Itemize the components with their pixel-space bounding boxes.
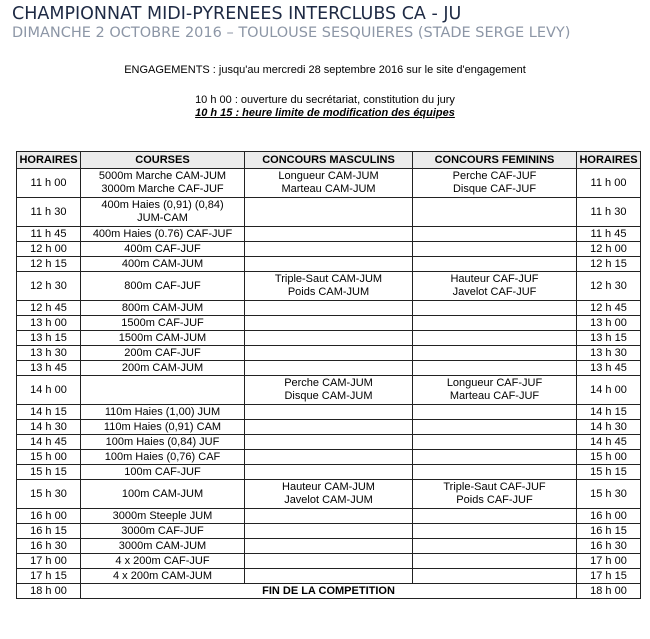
courses-cell [81,376,245,405]
time-cell-right: 16 h 30 [577,539,641,554]
concours-masculins-cell [245,331,413,346]
time-cell-right: 15 h 30 [577,480,641,509]
time-cell-left: 16 h 00 [17,509,81,524]
concours-feminins-cell [413,227,577,242]
table-row [17,301,641,316]
concours-masculins-cell [245,554,413,569]
concours-feminins-cell [413,257,577,272]
courses-cell [81,257,245,272]
final-row [17,584,641,599]
concours-feminins-cell-line: Triple-Saut CAF-JUF [443,481,546,493]
schedule-body [17,169,641,599]
table-row [17,450,641,465]
time-cell-left: 14 h 30 [17,420,81,435]
time-cell-right: 11 h 30 [577,198,641,227]
courses-cell-line: 3000m CAF-JUF [121,524,204,537]
concours-feminins-cell [413,509,577,524]
time-cell-right: 13 h 00 [577,316,641,331]
table-row [17,257,641,272]
concours-masculins-cell [245,272,413,301]
concours-feminins-cell-line: Disque CAF-JUF [452,183,537,195]
concours-feminins-cell [413,480,577,509]
courses-cell-line: 1500m CAF-JUF [121,316,204,329]
courses-cell-line: 400m Haies (0.76) CAF-JUF [92,227,233,240]
time-cell-left: 11 h 30 [17,198,81,227]
concours-masculins-cell [245,509,413,524]
courses-cell [81,169,245,198]
courses-cell [81,435,245,450]
time-cell-right: 14 h 45 [577,435,641,450]
courses-cell-line: JUM-CAM [137,212,188,224]
courses-cell-line: 3000m Steeple JUM [112,509,213,522]
concours-feminins-cell-line: Marteau CAF-JUF [449,390,540,402]
time-cell-right: 14 h 00 [577,376,641,405]
time-cell-left: 17 h 00 [17,554,81,569]
concours-feminins-cell-line: Poids CAF-JUF [456,494,533,506]
time-cell-left: 14 h 15 [17,405,81,420]
courses-cell-line: 400m CAM-JUM [121,257,204,270]
time-cell-left: 11 h 45 [17,227,81,242]
time-cell-left: 13 h 15 [17,331,81,346]
time-cell-right: 13 h 45 [577,361,641,376]
concours-masculins-cell [245,257,413,272]
courses-cell-line: 3000m CAM-JUM [118,539,207,552]
courses-cell [81,509,245,524]
concours-feminins-cell [413,376,577,405]
table-row [17,465,641,480]
concours-feminins-cell [413,242,577,257]
courses-cell-line: 100m CAM-JUM [121,487,204,500]
concours-feminins-cell [413,524,577,539]
concours-masculins-cell [245,169,413,198]
time-cell-right: 16 h 15 [577,524,641,539]
table-row [17,227,641,242]
courses-cell-line: 100m CAF-JUF [124,465,201,478]
concours-masculins-cell-line: Javelot CAM-JUM [284,494,373,506]
time-cell-right: 11 h 45 [577,227,641,242]
table-row [17,539,641,554]
concours-masculins-cell [245,539,413,554]
time-cell-right: 12 h 45 [577,301,641,316]
table-row [17,242,641,257]
table-row [17,554,641,569]
courses-cell [81,539,245,554]
time-cell-right: 13 h 30 [577,346,641,361]
concours-feminins-cell-line: Perche CAF-JUF [452,170,537,182]
concours-feminins-cell [413,361,577,376]
table-header-row [17,152,641,169]
concours-feminins-cell [413,331,577,346]
final-label: FIN DE LA COMPETITION [81,584,577,599]
courses-cell [81,405,245,420]
table-row [17,524,641,539]
header-concours-masculins: CONCOURS MASCULINS [245,152,413,169]
header-concours-feminins: CONCOURS FEMININS [413,152,577,169]
courses-cell-line: 100m Haies (0,76) CAF [104,450,221,463]
concours-masculins-cell-line: Marteau CAM-JUM [281,183,376,195]
courses-cell-line: 3000m Marche CAF-JUF [101,183,224,195]
time-cell-left: 12 h 30 [17,272,81,301]
concours-masculins-cell-line: Disque CAM-JUM [284,390,373,402]
courses-cell-line: 4 x 200m CAM-JUM [112,569,213,582]
concours-feminins-cell [413,301,577,316]
courses-cell [81,569,245,584]
time-cell-left: 15 h 15 [17,465,81,480]
courses-cell [81,524,245,539]
table-row [17,169,641,198]
concours-feminins-cell-line: Longueur CAF-JUF [446,377,543,389]
concours-masculins-cell-line: Poids CAM-JUM [287,286,370,298]
courses-cell [81,450,245,465]
time-cell-left: 13 h 00 [17,316,81,331]
concours-feminins-cell [413,272,577,301]
time-cell-left: 14 h 45 [17,435,81,450]
concours-masculins-cell-line: Longueur CAM-JUM [278,170,379,182]
courses-cell-line: 110m Haies (0,91) CAM [103,420,222,433]
time-cell-right: 13 h 15 [577,331,641,346]
courses-cell [81,480,245,509]
courses-cell [81,242,245,257]
courses-cell [81,272,245,301]
concours-masculins-cell [245,405,413,420]
opening-note: 10 h 00 : ouverture du secrétariat, constitution du jury [195,94,455,106]
document-title: CHAMPIONNAT MIDI-PYRENEES INTERCLUBS CA - JU [12,4,462,24]
time-cell-right: 12 h 15 [577,257,641,272]
concours-masculins-cell [245,198,413,227]
time-cell-right: 15 h 15 [577,465,641,480]
concours-masculins-cell [245,227,413,242]
concours-masculins-cell [245,569,413,584]
document-subtitle: DIMANCHE 2 OCTOBRE 2016 – TOULOUSE SESQUIERES (STADE SERGE LEVY) [12,25,571,41]
courses-cell [81,227,245,242]
header-horaires-right: HORAIRES [577,152,641,169]
concours-feminins-cell [413,405,577,420]
courses-cell [81,554,245,569]
courses-cell [81,346,245,361]
concours-masculins-cell-line: Triple-Saut CAM-JUM [274,273,383,285]
courses-cell-line: 100m Haies (0,84) JUF [105,435,220,448]
concours-masculins-cell [245,420,413,435]
concours-masculins-cell [245,242,413,257]
concours-masculins-cell [245,435,413,450]
courses-cell-line: 800m CAF-JUF [124,279,201,292]
concours-feminins-cell [413,316,577,331]
table-row [17,376,641,405]
time-cell-left: 16 h 30 [17,539,81,554]
courses-cell-line: 200m CAF-JUF [124,346,201,359]
courses-cell-line: 110m Haies (1,00) JUM [104,405,221,418]
concours-feminins-cell [413,450,577,465]
courses-cell [81,198,245,227]
courses-cell-line: 200m CAM-JUM [121,361,204,374]
concours-masculins-cell [245,346,413,361]
engagements-note: ENGAGEMENTS : jusqu'au mercredi 28 septembre 2016 sur le site d'engagement [124,64,526,76]
concours-masculins-cell [245,480,413,509]
concours-masculins-cell [245,316,413,331]
table-row [17,272,641,301]
final-time-right: 18 h 00 [577,584,641,599]
concours-feminins-cell [413,569,577,584]
courses-cell-line: 4 x 200m CAF-JUF [115,554,210,567]
courses-cell-line: 5000m Marche CAM-JUM [98,170,227,182]
time-cell-left: 12 h 00 [17,242,81,257]
table-row [17,509,641,524]
time-cell-left: 11 h 00 [17,169,81,198]
concours-feminins-cell [413,539,577,554]
time-cell-left: 13 h 30 [17,346,81,361]
time-cell-left: 15 h 30 [17,480,81,509]
concours-feminins-cell-line: Hauteur CAF-JUF [450,273,539,285]
table-row [17,569,641,584]
table-row [17,435,641,450]
courses-cell-line: 1500m CAM-JUM [118,331,207,344]
time-cell-left: 15 h 00 [17,450,81,465]
concours-masculins-cell-line: Perche CAM-JUM [284,377,373,389]
concours-feminins-cell [413,554,577,569]
time-cell-right: 12 h 30 [577,272,641,301]
table-row [17,331,641,346]
concours-masculins-cell [245,524,413,539]
schedule-table [16,151,641,599]
concours-masculins-cell [245,376,413,405]
courses-cell [81,301,245,316]
table-row [17,420,641,435]
concours-masculins-cell [245,361,413,376]
courses-cell-line: 400m Haies (0,91) (0,84) [101,199,224,211]
concours-feminins-cell [413,435,577,450]
header-courses: COURSES [81,152,245,169]
table-row [17,198,641,227]
courses-cell-line: 800m CAM-JUM [121,301,204,314]
courses-cell [81,420,245,435]
courses-cell [81,361,245,376]
concours-masculins-cell-line: Hauteur CAM-JUM [282,481,375,493]
courses-cell [81,331,245,346]
deadline-note: 10 h 15 : heure limite de modification des équipes [195,107,455,119]
concours-feminins-cell [413,169,577,198]
table-row [17,361,641,376]
time-cell-right: 11 h 00 [577,169,641,198]
courses-cell-line: 400m CAF-JUF [124,242,201,255]
concours-masculins-cell [245,301,413,316]
time-cell-right: 15 h 00 [577,450,641,465]
final-time-left: 18 h 00 [17,584,81,599]
time-cell-right: 16 h 00 [577,509,641,524]
courses-cell [81,465,245,480]
concours-masculins-cell [245,450,413,465]
concours-feminins-cell [413,465,577,480]
time-cell-right: 12 h 00 [577,242,641,257]
header-horaires-left: HORAIRES [17,152,81,169]
time-cell-left: 16 h 15 [17,524,81,539]
table-row [17,405,641,420]
concours-feminins-cell [413,420,577,435]
concours-masculins-cell [245,465,413,480]
time-cell-left: 12 h 45 [17,301,81,316]
table-row [17,480,641,509]
concours-feminins-cell-line: Javelot CAF-JUF [452,286,537,298]
time-cell-right: 14 h 15 [577,405,641,420]
table-row [17,346,641,361]
time-cell-right: 17 h 00 [577,554,641,569]
courses-cell [81,316,245,331]
time-cell-left: 17 h 15 [17,569,81,584]
time-cell-left: 14 h 00 [17,376,81,405]
time-cell-right: 17 h 15 [577,569,641,584]
time-cell-left: 12 h 15 [17,257,81,272]
concours-feminins-cell [413,346,577,361]
time-cell-right: 14 h 30 [577,420,641,435]
concours-feminins-cell [413,198,577,227]
table-row [17,316,641,331]
time-cell-left: 13 h 45 [17,361,81,376]
